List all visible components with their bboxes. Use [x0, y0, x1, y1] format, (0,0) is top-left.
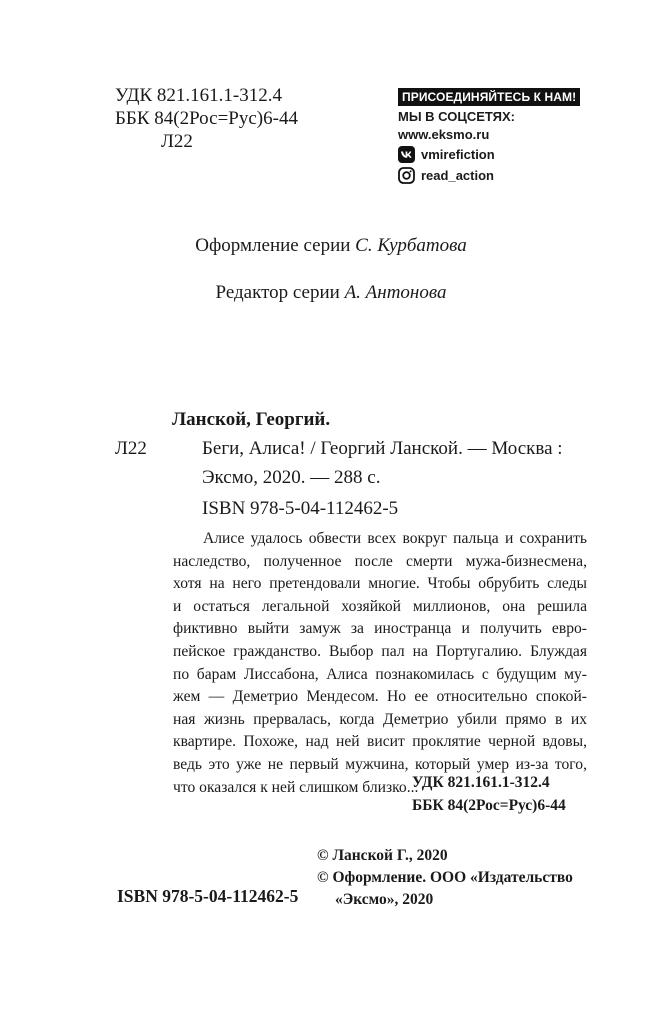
annotation-line: жем — Деметрио Мендесом. Но ее относительно спокой-	[173, 688, 587, 706]
classification-codes	[115, 84, 298, 153]
series-designer-name: С. Курбатова	[355, 235, 467, 256]
annotation-line: фиктивно выйти замуж за иностранца и получить евро-	[173, 620, 587, 638]
instagram-handle: read_action	[421, 168, 494, 183]
join-us-banner: ПРИСОЕДИНЯЙТЕСЬ К НАМ!	[398, 88, 580, 106]
website-link[interactable]: www.eksmo.ru	[398, 127, 490, 142]
annotation-line: по барам Лиссабона, Алиса познакомилась с будущим му-	[173, 665, 587, 683]
book-annotation	[173, 528, 587, 799]
udk-code: УДК 821.161.1-312.4	[115, 85, 282, 106]
series-editor-label: Редактор серии	[215, 282, 340, 303]
isbn-bottom: ISBN 978-5-04-112462-5	[117, 886, 299, 906]
bbk-code: ББК 84(2Рос=Рус)6-44	[115, 108, 298, 129]
catalog-title-line-2: Эксмо, 2020. — 288 с.	[202, 467, 381, 488]
bottom-bbk-code: ББК 84(2Рос=Рус)6-44	[412, 797, 566, 814]
copyright-design: © Оформление. ООО «Издательство	[317, 869, 573, 886]
social-heading: МЫ В СОЦСЕТЯХ:	[398, 109, 516, 124]
annotation-line: пейское гражданство. Выбор пал на Португалию. Блуждая	[173, 642, 587, 660]
copyright-block	[317, 845, 573, 911]
annotation-line: Алисе удалось обвести всех вокруг пальца и сохранить	[203, 530, 587, 547]
vk-icon	[398, 146, 415, 163]
annotation-line: наследство, полученное после смерти мужа-бизнесмена,	[173, 552, 587, 570]
annotation-line: хотя на него претендовали многие. Чтобы обрубить следы	[173, 575, 587, 593]
series-editor-name: А. Антонова	[344, 282, 447, 303]
vk-row[interactable]	[398, 146, 598, 163]
catalog-title-line-1: Беги, Алиса! / Георгий Ланской. — Москва :	[202, 438, 563, 459]
bottom-classification-codes	[412, 771, 566, 817]
copyright-publisher: «Эксмо», 2020	[335, 891, 434, 908]
series-design-credit	[0, 235, 662, 257]
annotation-line: ведь это уже не первый мужчина, который умер из-за того,	[173, 755, 587, 773]
series-design-label: Оформление серии	[195, 235, 351, 256]
copyright-author: © Ланской Г., 2020	[317, 847, 448, 864]
bottom-udk-code: УДК 821.161.1-312.4	[412, 774, 550, 791]
instagram-icon	[398, 167, 415, 184]
instagram-row[interactable]	[398, 167, 598, 184]
annotation-line: что оказался к ней слишком близко...	[173, 778, 419, 796]
annotation-line: и остаться легальной хозяйкой миллионов, она решила	[173, 597, 587, 615]
social-block	[398, 88, 598, 184]
vk-handle: vmirefiction	[421, 147, 495, 162]
catalog-isbn: ISBN 978-5-04-112462-5	[202, 498, 399, 519]
annotation-line: квартире. Похоже, над ней висит проклятие черной вдовы,	[173, 733, 587, 751]
catalog-author: Ланской, Георгий.	[172, 409, 331, 430]
catalog-author-mark: Л22	[115, 438, 147, 459]
series-editor-credit	[0, 282, 662, 304]
annotation-line: ная жизнь прервалась, когда Деметрио убили прямо в их	[173, 710, 587, 728]
author-mark: Л22	[161, 131, 193, 152]
